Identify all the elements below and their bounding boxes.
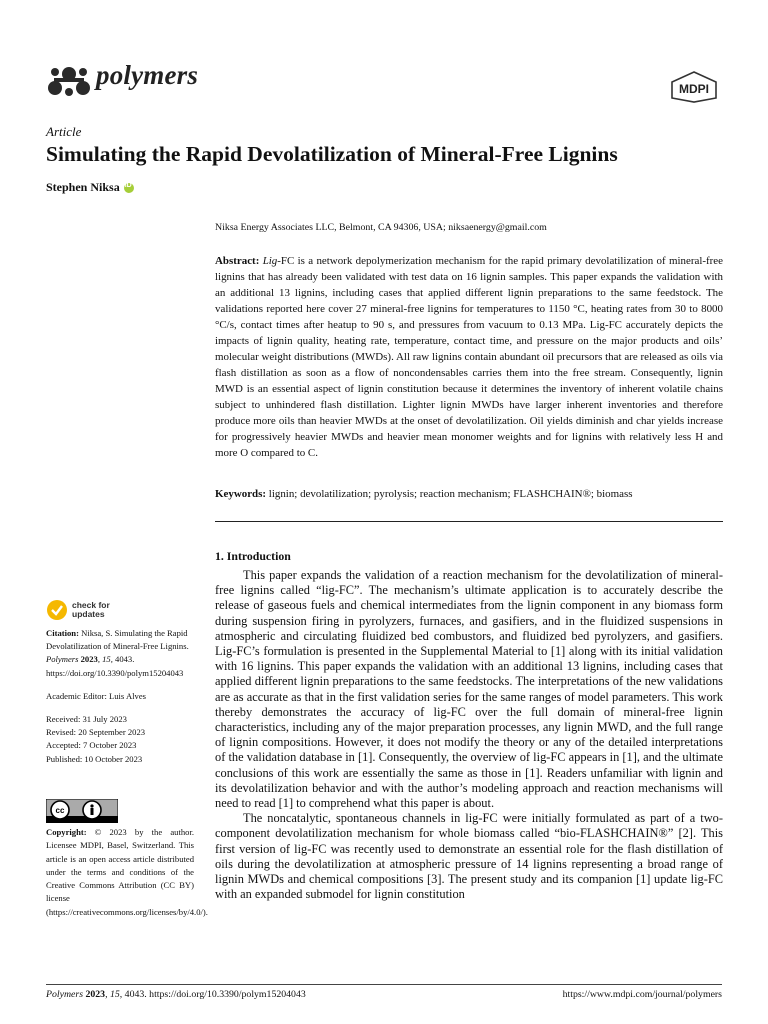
abstract-lead-italic: Lig [262,255,278,267]
paragraph-1: This paper expands the validation of a reaction mechanism for the devolatilization of mineral-free lignins called “lig-FC”. The mechanism’s ultimate application is to accurately describe the release of gaseous fuels and chemical intermediates from the lignin component in any biomass form during suspension firing in pyrolyzers, furnaces, and gasifiers, and in the fluidized suspensions in atmospheric and circulating fluidized bed combustors, and fluidized bed pyrolyzers, and gasifiers. Lig-FC’s formulation is presented in the Supplemental Material to [1] along with its initial validation with 16 lignins. This paper expands the validation with an additional 13 lignins, including cases that applied different lignin preparations to the same feedstocks. The interpretations of the new validations are as accurate as that in the first validation series for the same ranges of model parameters. This work thereby demonstrates the accuracy of lig-FC over the full domain of mineral-free lignin characteristics, including any of the major preparation processes, any lignin MWD, and the full range of lignin compositions. However, it does not modify the theory or any of the detailed interpretations of the validation database in [1]. Consequently, the overview of lig-FC appears in [1], and the ultimate conclusions of this work are essentially the same as those in [1]. Readers unfamiliar with lignin and its devolatilization behavior and with the author’s modeling approach and reaction mechanisms will need to read [1] to comprehend what this paper is about. [215,568,723,811]
citation-label: Citation: [46,628,79,638]
citation-journal: Polymers [46,654,79,665]
academic-editor: Academic Editor: Luis Alves [46,690,146,701]
footer-divider [46,984,722,985]
check-updates-icon [46,599,68,621]
copyright-text: © 2023 by the author. Licensee MDPI, Basel, Switzerland. This article is an open access article distributed under the terms and conditions of the Creative Commons Attribution (CC BY) license (https://creativecommons.org/licenses/by/4.0/). [46,827,208,917]
mdpi-logo-icon [668,70,720,104]
abstract-text: -FC is a network depolymerization mechanism for the rapid primary devolatilization of mineral-free lignins that has already been validated with test data on 16 lignin samples. This paper expands the validation with an additional 13 lignins, including cases that applied different lignin preparations to the same feedstock. The validations reported here cover 27 mineral-free lignins for temperatures to 1150 °C, heating rates from 30 to 8000 °C/s, contact times after heatup to 90 s, and pressures from vacuum to 0.13 MPa. Lig-FC accurately depicts the impacts of lignin quality, heating rate, temperature, contact time, and pressure on the major products and oils’ molecular weight distributions (MWDs). All raw lignins contain abundant oil precursors that are released as oils via flash distillation as soon as a flow of noncondensables carries them into the free stream. Consequently, lignin MWD is an essential aspect of lignin constitution because it determines the inventory of inherent volatile chains subject to unhindered flash distillation. Lighter lignin MWDs have larger inherent inventories and therefore produce more oils than heavier MWDs at the onset of devolatilization. Oil yields diminish and char yields increase for progressively heavier MWDs and heavier mean monomer weights and for lignins with relatively less H and more O compared to C. [215,255,724,459]
keywords-label: Keywords: [215,488,267,500]
sidebar [46,627,194,766]
footer-journal-url[interactable]: https://www.mdpi.com/journal/polymers [562,989,722,1000]
date-revised: Revised: 20 September 2023 [46,727,146,738]
author-line [46,180,134,195]
footer-volume: 15, [109,989,123,1000]
section-heading: 1. Introduction [215,549,291,563]
article-type: Article [46,124,82,139]
paragraph-2: The noncatalytic, spontaneous channels in lig-FC were initially formulated as part of a two-component devolatilization mechanism for whole biomass called “bio-FLASHCHAIN®” [2]. This first version of lig-FC was recently used to demonstrate an essential role for the flash distillation of oils during the devolatilization at atmospheric pressure of 14 lignins representing a broad range of lignin MWDs and chemical compositions [3]. The present study and its companion [1] update lig-FC with an expanded submodel for lignin constitution [215,811,723,902]
orcid-icon[interactable] [124,183,134,193]
journal-name: polymers [96,60,199,90]
check-updates-line2: updates [72,609,105,619]
citation: Citation: Niksa, S. Simulating the Rapid Devolatilization of Mineral-Free Lignins. Polymers 2023, 15, 4043. https://doi.org/10.3390/polym15204043 [46,628,189,678]
publisher-name: MDPI [679,82,709,96]
keywords [215,488,723,500]
citation-year: 2023 [80,654,98,665]
footer-citation: Polymers 2023, 15, 4043. https://doi.org/10.3390/polym15204043 [46,989,306,1000]
check-for-updates-button[interactable] [46,599,110,621]
keywords-text: lignin; devolatilization; pyrolysis; reaction mechanism; FLASHCHAIN®; biomass [268,488,633,500]
paper-title: Simulating the Rapid Devolatilization of Mineral-Free Lignins [46,142,618,166]
footer-doi[interactable]: 4043. https://doi.org/10.3390/polym15204043 [124,989,306,1000]
copyright-notice [46,826,208,919]
divider [215,521,723,522]
citation-doi[interactable]: 4043. https://doi.org/10.3390/polym15204043 [46,654,184,678]
citation-volume: 15, [102,654,113,665]
cc-by-license-icon[interactable] [46,799,118,823]
footer-journal: Polymers [46,989,84,1000]
abstract-label: Abstract: [215,255,260,267]
author-name: Stephen Niksa [46,180,120,194]
date-published: Published: 10 October 2023 [46,753,143,764]
affiliation: Niksa Energy Associates LLC, Belmont, CA 94306, USA; niksaenergy@gmail.com [215,222,547,233]
abstract [215,253,723,461]
citation-text: Niksa, S. Simulating the Rapid Devolatilization of Mineral-Free Lignins. [46,628,189,652]
introduction-body [215,568,723,902]
copyright-label: Copyright: [46,827,87,837]
polymers-logo-icon [46,60,92,100]
date-accepted: Accepted: 7 October 2023 [46,740,137,751]
date-received: Received: 31 July 2023 [46,714,127,725]
svg-text:cc: cc [55,806,65,815]
check-updates-line1: check for [72,600,110,610]
footer-year: 2023 [85,989,106,1000]
